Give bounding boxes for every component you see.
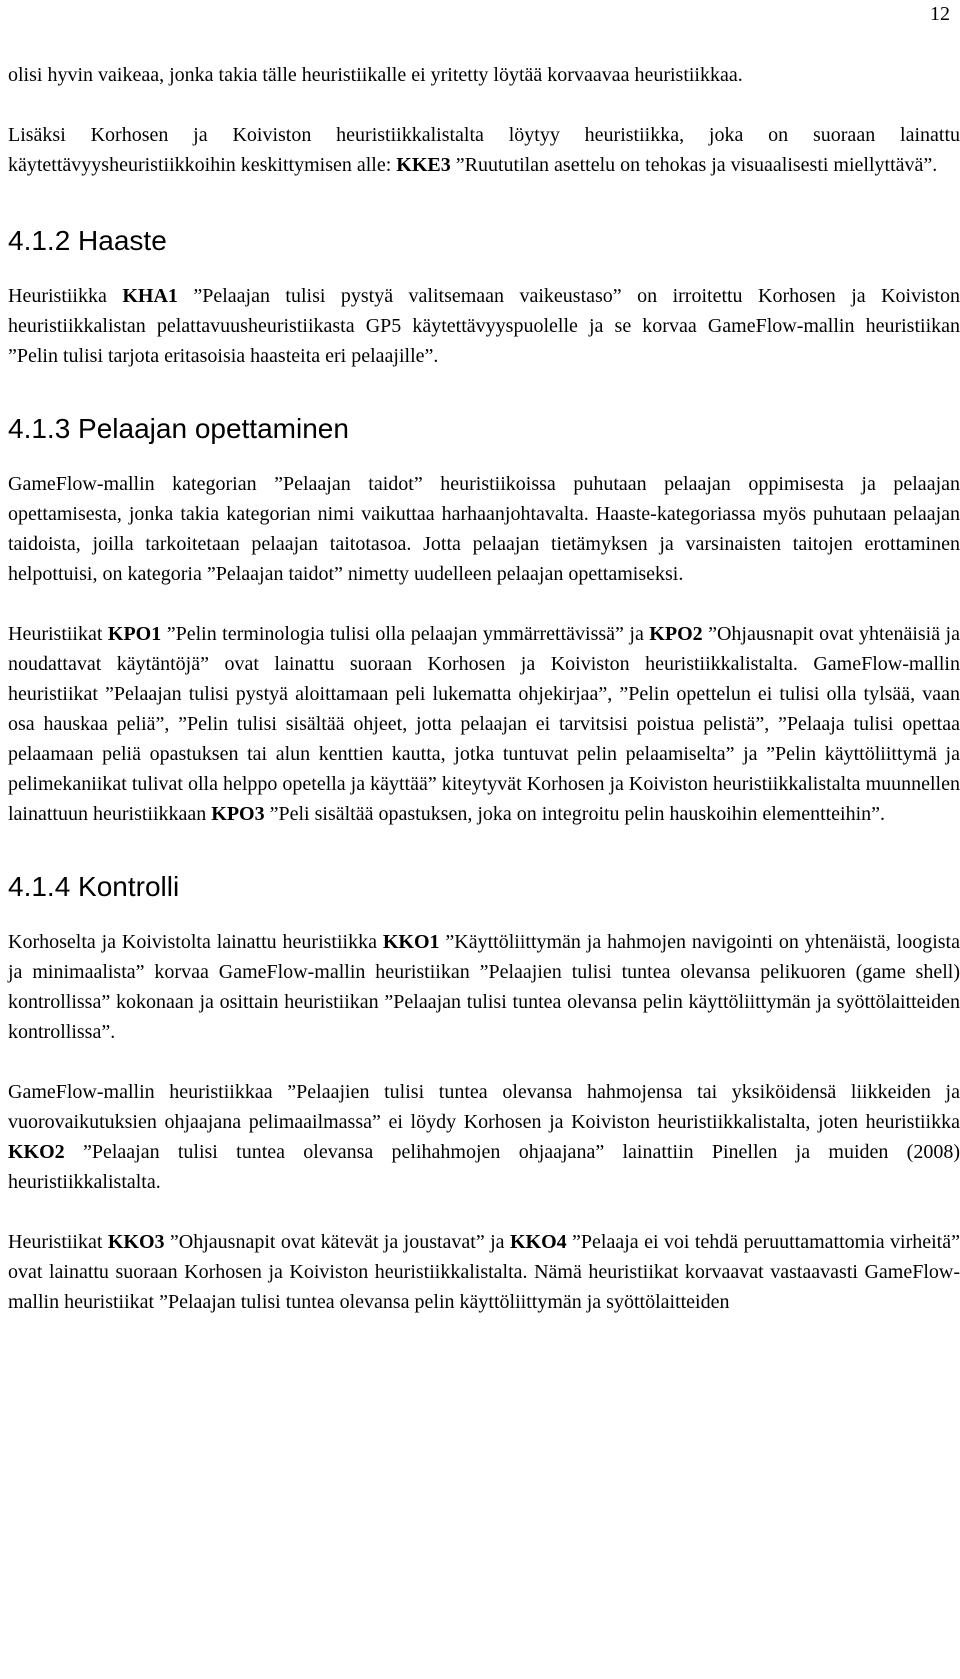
paragraph: Korhoselta ja Koivistolta lainattu heuristiikka KKO1 ”Käyttöliittymän ja hahmojen navigointi on yhtenäistä, loogista ja minimaalista” korvaa GameFlow-mallin heuristiikan ”Pelaajien tulisi tuntea olevansa pelikuoren (game shell) kontrollissa” kokonaan ja osittain heuristiikan ”Pelaajan tulisi tuntea olevansa pelin käyttöliittymän ja syöttölaitteiden kontrollissa”. [8,931,960,1043]
document-body [8,60,960,1317]
heuristic-code: KPO2 [649,623,703,645]
heuristic-code: KKE3 [396,154,451,176]
section-heading: 4.1.2 Haaste [8,225,167,256]
heuristic-code: KPO3 [211,803,265,825]
paragraph: GameFlow-mallin heuristiikkaa ”Pelaajien tulisi tuntea olevansa hahmojensa tai yksiköidensä liikkeiden ja vuorovaikutuksien ohjaajana pelimaailmassa” ei löydy Korhosen ja Koiviston heuristiikkalistalta, joten heuristiikka KKO2 ”Pelaajan tulisi tuntea olevansa pelihahmojen ohjaajana” lainattiin Pinellen ja muiden (2008) heuristiikkalistalta. [8,1081,960,1193]
heuristic-code: KKO4 [509,1231,567,1253]
paragraph: Heuristiikat KPO1 ”Pelin terminologia tulisi olla pelaajan ymmärrettävissä” ja KPO2 ”Ohjausnapit ovat yhtenäisiä ja noudattavat käytäntöjä” ovat lainattu suoraan Korhosen ja Koiviston heuristiikkalistalta. GameFlow-mallin heuristiikat ”Pelaajan tulisi pystyä aloittamaan peli lukematta ohjekirjaa”, ”Pelin opettelun ei tulisi olla tylsää, vaan osa hauskaa peliä”, ”Pelin tulisi sisältää ohjeet, jotta pelaajan ei tarvitsisi poistua pelistä”, ”Pelaaja tulisi opettaa pelaamaan peliä opastuksen tai alun kenttien kautta, jotka tuntuvat pelin pelaamiselta” ja ”Pelin käyttöliittymä ja pelimekaniikat tulivat olla helppo opetella ja käyttää” kiteytyvät Korhosen ja Koiviston heuristiikkalistalta muunnellen lainattuun heuristiikkaan KPO3 ”Peli sisältää opastuksen, joka on integroitu pelin hauskoihin elementteihin”. [8,623,960,825]
section-heading: 4.1.3 Pelaajan opettaminen [8,413,349,444]
heuristic-code: KPO1 [107,623,162,645]
paragraph: olisi hyvin vaikeaa, jonka takia tälle heuristiikalle ei yritetty löytää korvaavaa heuristiikkaa. [8,64,743,86]
paragraph: Heuristiikka KHA1 ”Pelaajan tulisi pystyä valitsemaan vaikeustaso” on irroitettu Korhosen ja Koiviston heuristiikkalistan pelattavuusheuristiikasta GP5 käytettävyyspuolelle ja se korvaa GameFlow-mallin heuristiikan ”Pelin tulisi tarjota eritasoisia haasteita eri pelaajille”. [8,285,960,367]
heuristic-code: KKO2 [8,1141,65,1163]
page-number: 12 [930,3,950,25]
paragraph: GameFlow-mallin kategorian ”Pelaajan taidot” heuristiikoissa puhutaan pelaajan oppimisesta ja pelaajan opettamisesta, jonka takia kategorian nimi vaikuttaa harhaanjohtavalta. Haaste-kategoriassa myös puhutaan pelaajan taidoista, joilla tarkoitetaan pelaajan taitotasoa. Jotta pelaajan tietämyksen ja varsinaisten taitojen erottaminen helpottuisi, on kategoria ”Pelaajan taidot” nimetty uudelleen pelaajan opettamiseksi. [8,473,960,585]
heuristic-code: KKO1 [382,931,440,953]
heuristic-code: KKO3 [107,1231,165,1253]
paragraph: Heuristiikat KKO3 ”Ohjausnapit ovat kätevät ja joustavat” ja KKO4 ”Pelaaja ei voi tehdä peruuttamattomia virheitä” ovat lainattu suoraan Korhosen ja Koiviston heuristiikkalistalta. Nämä heuristiikat korvaavat vastaavasti GameFlow-mallin heuristiikat ”Pelaajan tulisi tuntea olevansa pelin käyttöliittymän ja syöttölaitteiden [8,1231,960,1313]
section-heading: 4.1.4 Kontrolli [8,871,180,902]
paragraph: Lisäksi Korhosen ja Koiviston heuristiikkalistalta löytyy heuristiikka, joka on suoraan lainattu käytettävyysheuristiikkoihin keskittymisen alle: KKE3 ”Ruututilan asettelu on tehokas ja visuaalisesti miellyttävä”. [8,124,960,176]
heuristic-code: KHA1 [122,285,178,307]
